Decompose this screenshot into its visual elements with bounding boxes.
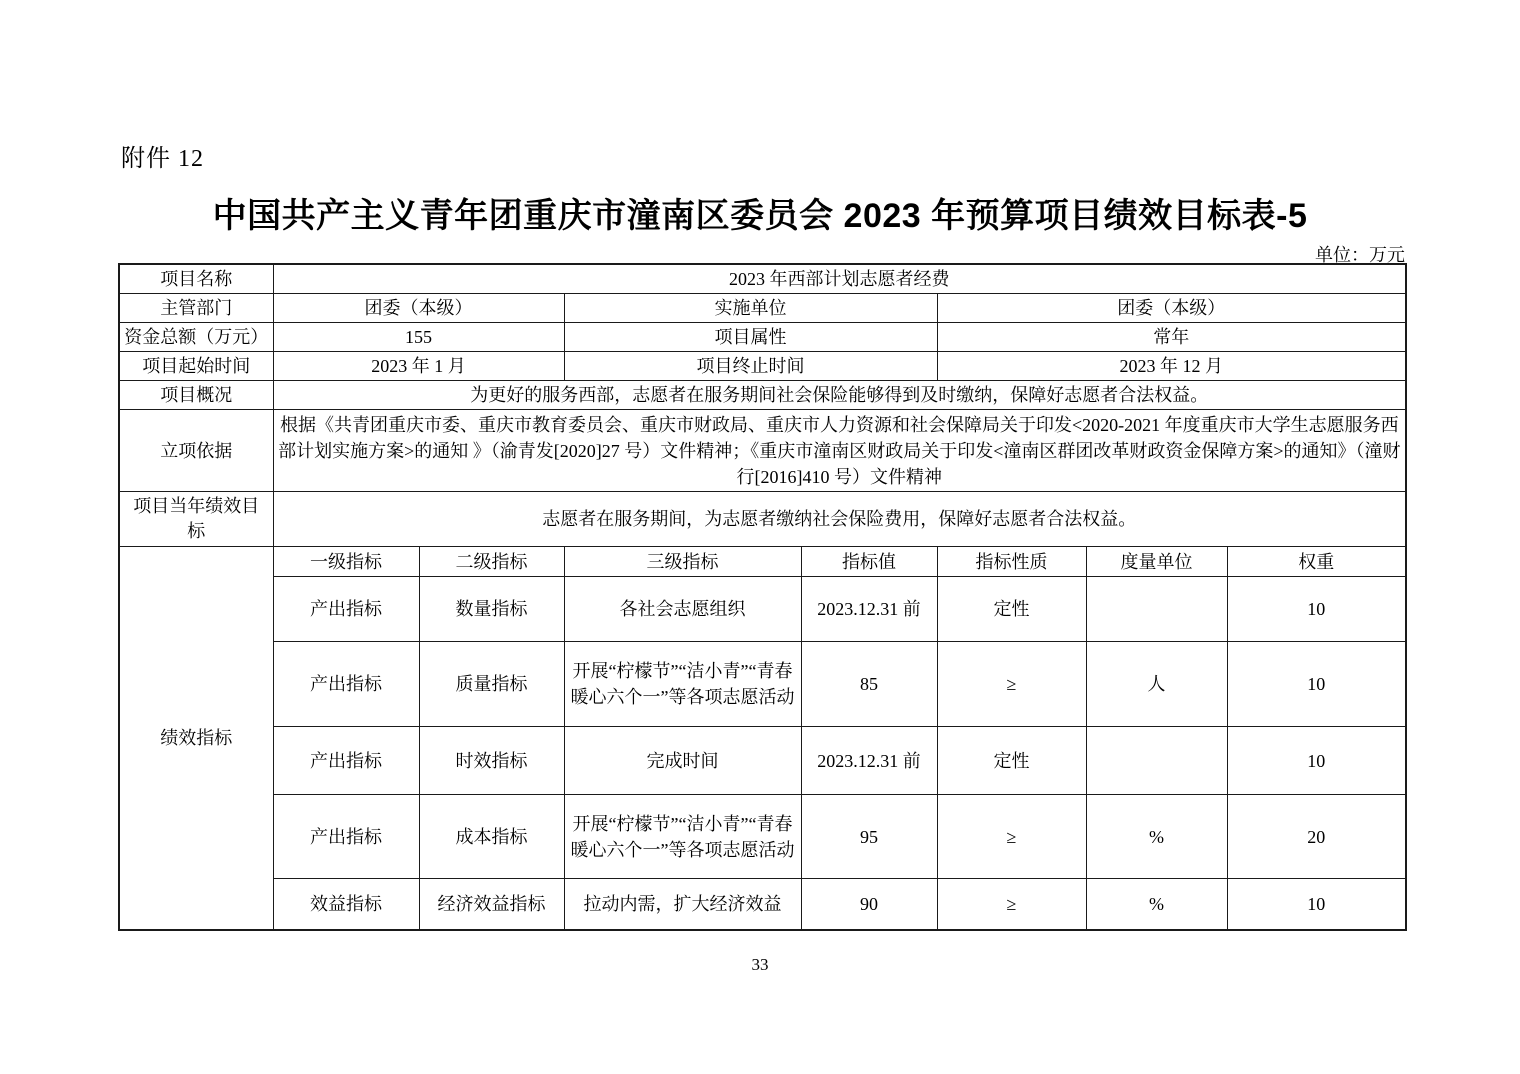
header-weight: 权重 [1227,547,1406,577]
annual-goal-label-text: 项目当年绩效目标 [133,496,260,541]
unit-note: 单位：万元 [1315,245,1405,265]
indicator-cell: 产出指标 [273,642,419,727]
indicator-cell [1086,727,1227,795]
page-number: 33 [751,955,769,974]
indicator-cell: 10 [1227,727,1406,795]
overview-value: 为更好的服务西部，志愿者在服务期间社会保险能够得到及时缴纳，保障好志愿者合法权益。 [273,381,1406,410]
start-date-label: 项目起始时间 [119,352,273,381]
header-level1: 一级指标 [273,547,419,577]
indicator-cell: 经济效益指标 [419,879,564,930]
indicator-section-label: 绩效指标 [119,547,273,930]
indicator-row [119,879,1406,930]
indicator-cell: 效益指标 [273,879,419,930]
start-date-value: 2023 年 1 月 [273,352,564,381]
indicator-row [119,577,1406,642]
indicator-cell: 产出指标 [273,577,419,642]
indicator-cell: 定性 [937,577,1086,642]
indicator-cell: 2023.12.31 前 [801,727,937,795]
table-row [119,352,1406,381]
indicator-cell: 开展“柠檬节”“洁小青”“青春暖心六个一”等各项志愿活动 [564,642,801,727]
table-row [119,294,1406,323]
indicator-cell: % [1086,795,1227,879]
indicator-cell: ≥ [937,795,1086,879]
indicator-header-row [119,547,1406,577]
end-date-label: 项目终止时间 [564,352,937,381]
indicator-cell: 定性 [937,727,1086,795]
header-unit: 度量单位 [1086,547,1227,577]
impl-unit-label: 实施单位 [564,294,937,323]
annual-goal-value: 志愿者在服务期间，为志愿者缴纳社会保险费用，保障好志愿者合法权益。 [273,492,1406,547]
indicator-cell: ≥ [937,879,1086,930]
table-row [119,264,1406,294]
indicator-cell: 质量指标 [419,642,564,727]
project-name-label: 项目名称 [119,264,273,294]
table-row [119,492,1406,547]
project-name-value: 2023 年西部计划志愿者经费 [273,264,1406,294]
table-row [119,410,1406,492]
indicator-cell: 数量指标 [419,577,564,642]
indicator-cell: 2023.12.31 前 [801,577,937,642]
indicator-cell [1086,577,1227,642]
indicator-row [119,642,1406,727]
header-level3: 三级指标 [564,547,801,577]
fund-label: 资金总额（万元） [119,323,273,352]
basis-value: 根据《共青团重庆市委、重庆市教育委员会、重庆市财政局、重庆市人力资源和社会保障局关于印发<2020-2021 年度重庆市大学生志愿服务西部计划实施方案>的通知 》（渝青发[2020]27 号）文件精神；《重庆市潼南区财政局关于印发<潼南区群团改革财政资金保障方案>的通知》（潼财行[2016]410 号）文件精神 [273,410,1406,492]
indicator-cell: 人 [1086,642,1227,727]
header-nature: 指标性质 [937,547,1086,577]
indicator-cell: 产出指标 [273,727,419,795]
header-level2: 二级指标 [419,547,564,577]
indicator-cell: 拉动内需，扩大经济效益 [564,879,801,930]
indicator-cell: 85 [801,642,937,727]
fund-value: 155 [273,323,564,352]
indicator-cell: 10 [1227,642,1406,727]
table-row [119,381,1406,410]
attachment-label: 附件 12 [121,146,204,172]
indicator-cell: 20 [1227,795,1406,879]
table-row [119,323,1406,352]
indicator-cell: 完成时间 [564,727,801,795]
basis-label: 立项依据 [119,410,273,492]
dept-value: 团委（本级） [273,294,564,323]
indicator-cell: ≥ [937,642,1086,727]
indicator-row [119,795,1406,879]
indicator-row [119,727,1406,795]
indicator-cell: 各社会志愿组织 [564,577,801,642]
page-title: 中国共产主义青年团重庆市潼南区委员会 2023 年预算项目绩效目标表-5 [212,197,1308,235]
annual-goal-label [119,492,273,547]
header-value: 指标值 [801,547,937,577]
indicator-cell: 开展“柠檬节”“洁小青”“青春暖心六个一”等各项志愿活动 [564,795,801,879]
indicator-cell: 10 [1227,577,1406,642]
impl-unit-value: 团委（本级） [937,294,1406,323]
attr-label: 项目属性 [564,323,937,352]
indicator-cell: 成本指标 [419,795,564,879]
end-date-value: 2023 年 12 月 [937,352,1406,381]
indicator-cell: 95 [801,795,937,879]
indicator-cell: 90 [801,879,937,930]
overview-label: 项目概况 [119,381,273,410]
indicator-cell: % [1086,879,1227,930]
indicator-cell: 10 [1227,879,1406,930]
budget-performance-table [118,263,1407,931]
attr-value: 常年 [937,323,1406,352]
dept-label: 主管部门 [119,294,273,323]
indicator-cell: 时效指标 [419,727,564,795]
indicator-cell: 产出指标 [273,795,419,879]
